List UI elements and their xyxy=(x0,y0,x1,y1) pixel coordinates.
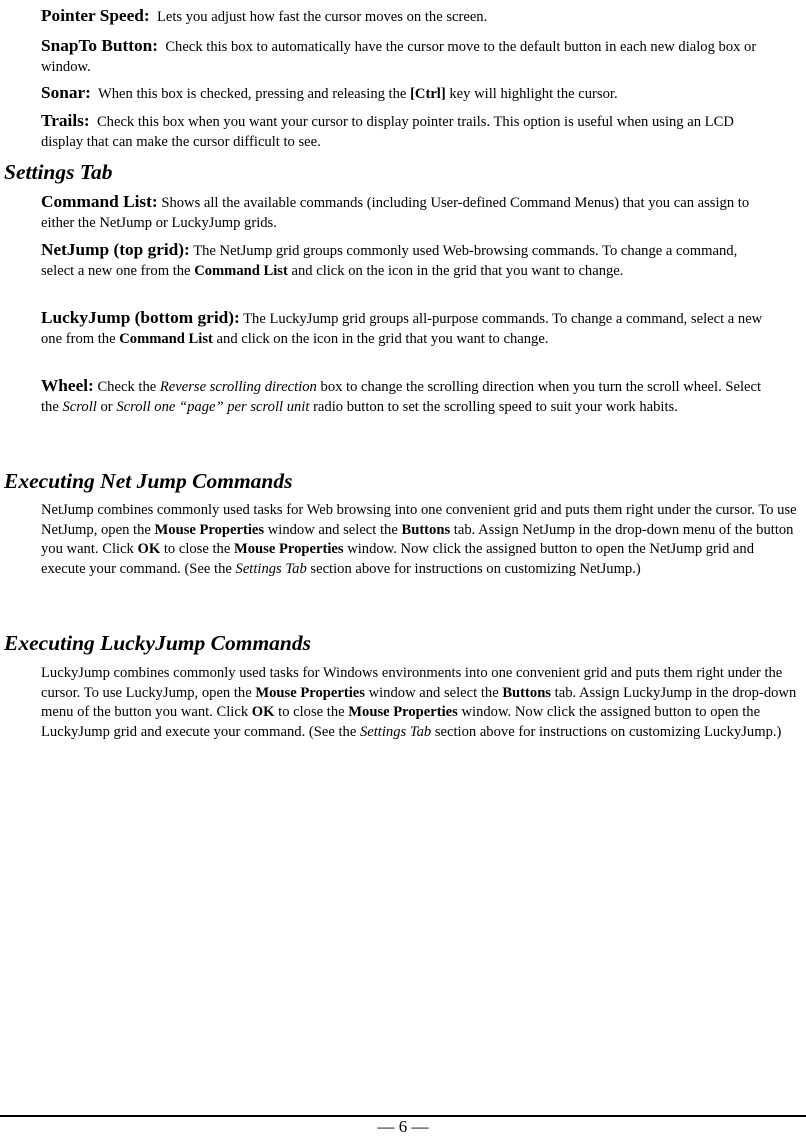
mouse-properties-ref: Mouse Properties xyxy=(348,704,458,720)
wheel-text-3: or xyxy=(100,398,113,415)
reverse-scrolling-option: Reverse scrolling direction xyxy=(159,379,317,395)
netjump-grid-description: The NetJump grid groups commonly used Web-browsing commands. To change a command, select a new one from the xyxy=(41,243,738,279)
net-jump-text-3: tab. Assign NetJump in the drop-down menu of the button you want. Click xyxy=(41,521,794,557)
ok-ref: OK xyxy=(251,704,275,720)
mouse-properties-ref: Mouse Properties xyxy=(154,521,265,538)
page-number: — 6 — xyxy=(377,1117,429,1136)
net-jump-paragraph xyxy=(41,501,801,579)
luckyjump-grid-description: The LuckyJump grid groups all-purpose commands. To change a command, select a new one from the xyxy=(41,311,763,347)
net-jump-text-5: window. Now click the assigned button to open the NetJump grid and execute your command. (See the xyxy=(41,541,754,577)
luckyjump-text-5: window. Now click the assigned button to open the LuckyJump grid and execute your command. (See the xyxy=(41,704,761,740)
mouse-properties-ref: Mouse Properties xyxy=(233,541,344,557)
trails-description: Check this box when you want your cursor to display pointer trails. This option is useful when using an LCD display that can make the cursor difficult to see. xyxy=(41,114,734,150)
mouse-properties-ref: Mouse Properties xyxy=(255,684,365,701)
settings-tab-ref: Settings Tab xyxy=(235,560,307,577)
command-list-description: Shows all the available commands (including User-defined Command Menus) that you can assign to either the NetJump or LuckyJump grids. xyxy=(41,195,750,231)
settings-tab-heading: Settings Tab xyxy=(4,160,113,184)
command-list-entry xyxy=(41,192,766,233)
wheel-text-4: radio button to set the scrolling speed to suit your work habits. xyxy=(313,398,678,415)
buttons-tab-ref: Buttons xyxy=(401,521,451,538)
netjump-grid-term: NetJump (top grid): xyxy=(41,240,190,259)
sonar-entry xyxy=(41,83,766,105)
ctrl-key-label: [Ctrl] xyxy=(410,86,446,102)
luckyjump-text-6: section above for instructions on customizing LuckyJump.) xyxy=(434,723,782,740)
net-jump-text-6: section above for instructions on customizing NetJump.) xyxy=(310,560,641,577)
snapto-term: SnapTo Button: xyxy=(41,36,159,55)
sonar-description: When this box is checked, pressing and releasing the xyxy=(97,86,407,102)
trails-term: Trails: xyxy=(41,111,90,130)
netjump-grid-description-end: and click on the icon in the grid that you want to change. xyxy=(291,262,624,279)
net-jump-text-1: NetJump combines commonly used tasks for Web browsing into one convenient grid and puts them right under the cursor. To use NetJump, open the xyxy=(41,502,797,538)
command-list-ref: Command List xyxy=(119,330,213,347)
wheel-text-1: Check the xyxy=(97,379,157,395)
scroll-option: Scroll xyxy=(62,398,97,415)
wheel-text-2: box to change the scrolling direction when you turn the scroll wheel. Select the xyxy=(41,379,762,415)
net-jump-section-heading: Executing Net Jump Commands xyxy=(4,469,293,493)
command-list-term: Command List: xyxy=(41,192,158,211)
luckyjump-text-4: to close the xyxy=(278,704,345,720)
wheel-entry xyxy=(41,376,766,417)
snapto-description: Check this box to automatically have the cursor move to the default button in each new dialog box or window. xyxy=(41,39,757,75)
luckyjump-grid-term: LuckyJump (bottom grid): xyxy=(41,308,240,327)
luckyjump-grid-description-end: and click on the icon in the grid that you want to change. xyxy=(216,330,549,347)
ok-ref: OK xyxy=(137,541,161,557)
sonar-description-end: key will highlight the cursor. xyxy=(449,86,618,102)
luckyjump-grid-entry xyxy=(41,308,766,349)
settings-tab-ref: Settings Tab xyxy=(359,723,432,740)
buttons-tab-ref: Buttons xyxy=(502,684,551,701)
scroll-page-option: Scroll one “page” per scroll unit xyxy=(116,398,310,415)
netjump-grid-entry xyxy=(41,240,766,281)
net-jump-text-2: window and select the xyxy=(267,521,398,538)
net-jump-text-4: to close the xyxy=(163,541,231,557)
snapto-entry xyxy=(41,36,766,77)
luckyjump-paragraph xyxy=(41,664,801,742)
luckyjump-section-heading: Executing LuckyJump Commands xyxy=(4,631,312,655)
pointer-speed-description: Lets you adjust how fast the cursor moves on the screen. xyxy=(156,9,488,25)
pointer-speed-entry xyxy=(41,6,766,28)
luckyjump-text-1: LuckyJump combines commonly used tasks for Windows environments into one convenient grid and puts them right under the cursor. To use LuckyJump, open the xyxy=(41,665,783,701)
command-list-ref: Command List xyxy=(194,262,288,279)
luckyjump-text-3: tab. Assign LuckyJump in the drop-down menu of the button you want. Click xyxy=(41,684,797,720)
pointer-speed-term: Pointer Speed: xyxy=(41,6,150,25)
wheel-term: Wheel: xyxy=(41,376,94,395)
luckyjump-text-2: window and select the xyxy=(368,684,499,701)
sonar-term: Sonar: xyxy=(41,83,91,102)
trails-entry xyxy=(41,111,766,152)
